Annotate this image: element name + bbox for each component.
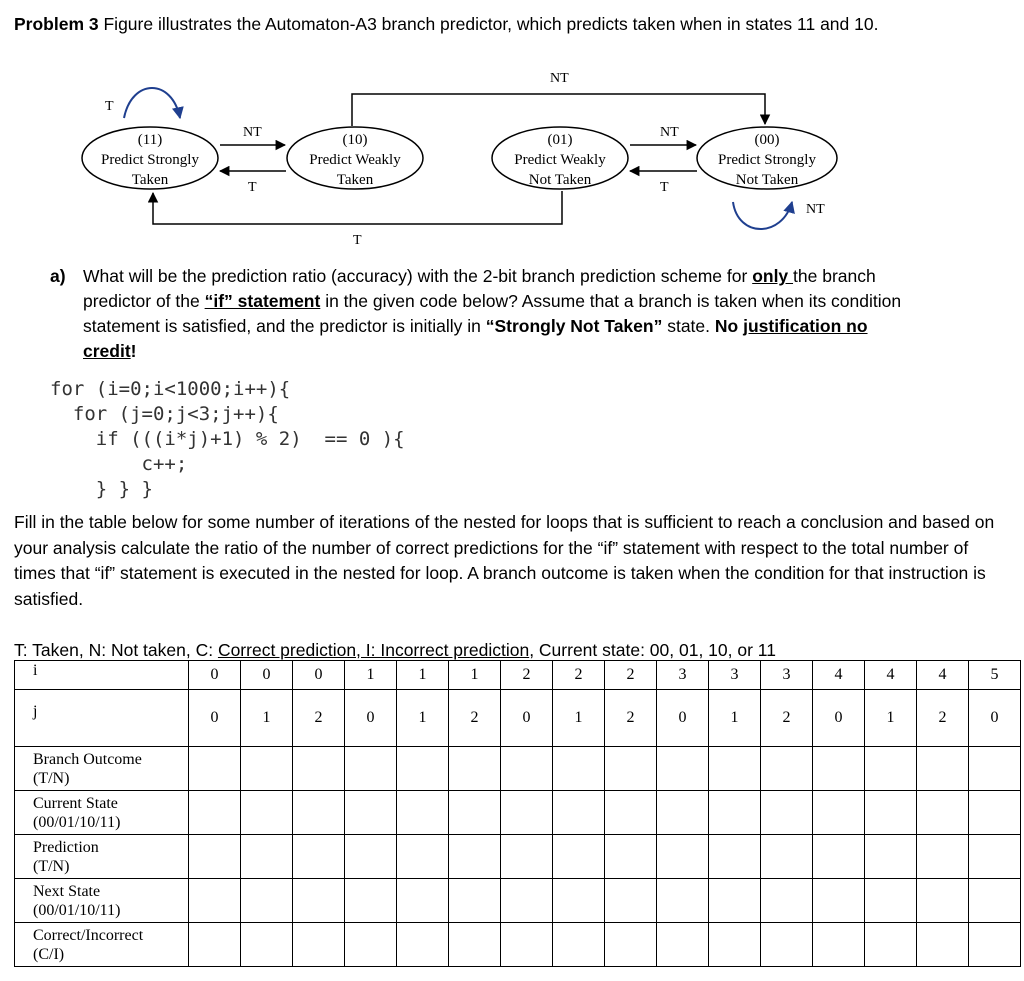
j-value-cell: 1 <box>397 690 449 747</box>
answer-cell[interactable] <box>709 835 761 879</box>
answer-cell[interactable] <box>709 923 761 967</box>
answer-cell[interactable] <box>553 879 605 923</box>
qa-state-name: “Strongly Not Taken” <box>485 316 663 336</box>
answer-cell[interactable] <box>189 747 241 791</box>
state-diagram <box>0 60 1024 260</box>
answer-cell[interactable] <box>865 879 917 923</box>
problem-statement <box>14 12 1014 36</box>
label-nt-top: NT <box>550 71 569 86</box>
answer-cell[interactable] <box>761 879 813 923</box>
answer-cell[interactable] <box>449 879 501 923</box>
legend-post: , Current state: 00, 01, 10, or 11 <box>529 640 776 660</box>
qa-if-stmt: “if” statement <box>204 291 321 311</box>
qa-part2: the branch predictor of the <box>83 266 876 311</box>
j-value-cell: 2 <box>761 690 813 747</box>
row-label <box>15 835 189 879</box>
qa-no-credit-pre: No <box>714 316 744 336</box>
state-11 <box>82 127 218 189</box>
table-row <box>15 747 1021 791</box>
table-row <box>15 835 1021 879</box>
answer-cell[interactable] <box>241 923 293 967</box>
answer-cell[interactable] <box>345 791 397 835</box>
answer-cell[interactable] <box>293 747 345 791</box>
code-line-2: for (j=0;j<3;j++){ <box>50 403 279 425</box>
code-block <box>50 377 405 502</box>
answer-cell[interactable] <box>397 791 449 835</box>
answer-cell[interactable] <box>501 835 553 879</box>
answer-cell[interactable] <box>709 791 761 835</box>
row-label-line1: Prediction <box>33 838 99 856</box>
j-value-cell: 2 <box>917 690 969 747</box>
answer-cell[interactable] <box>397 747 449 791</box>
i-value-cell: 2 <box>553 661 605 690</box>
answer-cell[interactable] <box>865 747 917 791</box>
answer-cell[interactable] <box>189 923 241 967</box>
state-01-line1: Predict Weakly <box>514 152 606 168</box>
i-value-cell: 0 <box>241 661 293 690</box>
code-line-4: c++; <box>50 453 188 475</box>
answer-cell[interactable] <box>865 791 917 835</box>
j-value-cell: 1 <box>865 690 917 747</box>
state-00-line1: Predict Strongly <box>718 152 816 168</box>
i-value-cell: 0 <box>189 661 241 690</box>
j-value-cell: 2 <box>449 690 501 747</box>
table-row-j <box>15 690 1021 747</box>
answer-cell[interactable] <box>969 791 1021 835</box>
j-value-cell: 2 <box>605 690 657 747</box>
answer-cell[interactable] <box>553 923 605 967</box>
prediction-table <box>14 660 1021 967</box>
i-value-cell: 1 <box>345 661 397 690</box>
label-t-self: T <box>105 99 114 114</box>
answer-cell[interactable] <box>553 791 605 835</box>
state-00-line2: Not Taken <box>735 172 799 188</box>
answer-cell[interactable] <box>969 879 1021 923</box>
state-10-line1: Predict Weakly <box>309 152 401 168</box>
table-row <box>15 879 1021 923</box>
answer-cell[interactable] <box>761 923 813 967</box>
answer-cell[interactable] <box>241 791 293 835</box>
label-nt-11-10: NT <box>243 125 262 140</box>
table-row <box>15 923 1021 967</box>
qa-only: only <box>752 266 794 286</box>
i-value-cell: 0 <box>293 661 345 690</box>
answer-cell[interactable] <box>865 923 917 967</box>
state-10-code: (10) <box>342 132 368 148</box>
answer-cell[interactable] <box>969 923 1021 967</box>
row-label-j: j <box>15 690 189 747</box>
j-value-cell: 0 <box>813 690 865 747</box>
row-label <box>15 879 189 923</box>
j-value-cell: 2 <box>293 690 345 747</box>
j-value-cell: 0 <box>345 690 397 747</box>
qa-part1: What will be the prediction ratio (accuracy) with the 2-bit branch prediction scheme for <box>83 266 753 286</box>
code-line-3: if (((i*j)+1) % 2) == 0 ){ <box>50 428 405 450</box>
label-t-bottom: T <box>353 233 362 248</box>
self-loop-not-taken-arrow <box>733 202 792 229</box>
qa-part3: in the given code below? Assume that a branch is taken when its condition statement is satisfied, and the predictor is initially in <box>83 291 902 336</box>
state-01 <box>492 127 628 189</box>
j-value-cell: 0 <box>657 690 709 747</box>
answer-cell[interactable] <box>189 791 241 835</box>
table-row-i <box>15 661 1021 690</box>
answer-cell[interactable] <box>345 747 397 791</box>
row-label-line1: Current State <box>33 794 118 812</box>
answer-cell[interactable] <box>449 791 501 835</box>
j-value-cell: 0 <box>501 690 553 747</box>
legend-pre: T: Taken, N: Not taken, C: <box>14 640 218 660</box>
state-10-line2: Taken <box>336 172 374 188</box>
i-value-cell: 5 <box>969 661 1021 690</box>
answer-cell[interactable] <box>605 791 657 835</box>
answer-cell[interactable] <box>189 879 241 923</box>
answer-cell[interactable] <box>969 747 1021 791</box>
state-11-line2: Taken <box>131 172 169 188</box>
answer-cell[interactable] <box>189 835 241 879</box>
answer-cell[interactable] <box>553 747 605 791</box>
i-value-cell: 2 <box>605 661 657 690</box>
row-label-line1: Branch Outcome <box>33 750 142 768</box>
answer-cell[interactable] <box>241 835 293 879</box>
answer-cell[interactable] <box>501 791 553 835</box>
problem-text: Figure illustrates the Automaton-A3 branch predictor, which predicts taken when in states 11 and 10. <box>98 14 879 34</box>
state-11-code: (11) <box>137 132 163 148</box>
answer-cell[interactable] <box>605 879 657 923</box>
answer-cell[interactable] <box>293 879 345 923</box>
j-value-cell: 1 <box>553 690 605 747</box>
code-line-5: } } } <box>50 478 153 500</box>
table-row <box>15 791 1021 835</box>
i-value-cell: 3 <box>657 661 709 690</box>
answer-cell[interactable] <box>813 747 865 791</box>
table-legend <box>14 638 776 662</box>
row-label <box>15 747 189 791</box>
answer-cell[interactable] <box>917 791 969 835</box>
arrow-10-to-00 <box>352 94 765 126</box>
state-01-code: (01) <box>547 132 573 148</box>
answer-cell[interactable] <box>761 835 813 879</box>
i-value-cell: 4 <box>917 661 969 690</box>
answer-cell[interactable] <box>345 835 397 879</box>
i-value-cell: 4 <box>865 661 917 690</box>
row-label-line2: (T/N) <box>33 769 70 787</box>
answer-cell[interactable] <box>345 879 397 923</box>
fill-instructions: Fill in the table below for some number of iterations of the nested for loops that is sufficient to reach a conclusion and based on your analysis calculate the ratio of the number of correct predictions for the “if” statement with respect to the total number of times that “if” statement is executed in the nested for loop. A branch outcome is taken when the condition for that instruction is satisfied. <box>14 512 995 609</box>
answer-cell[interactable] <box>813 791 865 835</box>
answer-cell[interactable] <box>761 791 813 835</box>
answer-cell[interactable] <box>657 791 709 835</box>
state-00-code: (00) <box>754 132 780 148</box>
row-label <box>15 791 189 835</box>
answer-cell[interactable] <box>657 923 709 967</box>
answer-cell[interactable] <box>501 923 553 967</box>
i-value-cell: 1 <box>397 661 449 690</box>
answer-cell[interactable] <box>449 747 501 791</box>
i-value-cell: 4 <box>813 661 865 690</box>
answer-cell[interactable] <box>553 835 605 879</box>
row-label-line2: (T/N) <box>33 857 70 875</box>
answer-cell[interactable] <box>969 835 1021 879</box>
state-11-line1: Predict Strongly <box>101 152 199 168</box>
answer-cell[interactable] <box>345 923 397 967</box>
label-t-00-01: T <box>660 180 669 195</box>
i-value-cell: 3 <box>761 661 813 690</box>
label-nt-self: NT <box>806 202 825 217</box>
answer-cell[interactable] <box>397 879 449 923</box>
row-label-line1: Next State <box>33 882 101 900</box>
question-a-text <box>83 264 920 364</box>
state-10 <box>287 127 423 189</box>
arrow-01-to-11 <box>153 191 562 224</box>
label-nt-01-00: NT <box>660 125 679 140</box>
answer-cell[interactable] <box>293 923 345 967</box>
qa-part4: state. <box>662 316 715 336</box>
row-label-i: i <box>15 661 189 690</box>
i-value-cell: 2 <box>501 661 553 690</box>
answer-cell[interactable] <box>501 747 553 791</box>
self-loop-taken-arrow <box>124 88 180 118</box>
answer-cell[interactable] <box>397 835 449 879</box>
answer-cell[interactable] <box>293 835 345 879</box>
j-value-cell: 1 <box>709 690 761 747</box>
answer-cell[interactable] <box>917 879 969 923</box>
row-label-line2: (00/01/10/11) <box>33 901 121 919</box>
row-label-line2: (00/01/10/11) <box>33 813 121 831</box>
qa-no-credit-ul: justification no credit <box>83 316 868 361</box>
answer-cell[interactable] <box>813 879 865 923</box>
answer-cell[interactable] <box>605 747 657 791</box>
answer-cell[interactable] <box>917 747 969 791</box>
answer-cell[interactable] <box>241 747 293 791</box>
answer-cell[interactable] <box>709 879 761 923</box>
i-value-cell: 3 <box>709 661 761 690</box>
answer-cell[interactable] <box>865 835 917 879</box>
answer-cell[interactable] <box>917 923 969 967</box>
question-a-label: a) <box>50 266 66 286</box>
answer-cell[interactable] <box>605 923 657 967</box>
answer-cell[interactable] <box>449 923 501 967</box>
answer-cell[interactable] <box>657 879 709 923</box>
state-01-line2: Not Taken <box>528 172 592 188</box>
row-label-line2: (C/I) <box>33 945 65 963</box>
answer-cell[interactable] <box>605 835 657 879</box>
row-label-line1: Correct/Incorrect <box>33 926 144 944</box>
code-line-1: for (i=0;i<1000;i++){ <box>50 378 291 400</box>
label-t-10-11: T <box>248 180 257 195</box>
j-value-cell: 0 <box>189 690 241 747</box>
state-00 <box>697 127 837 189</box>
answer-cell[interactable] <box>813 835 865 879</box>
answer-cell[interactable] <box>761 747 813 791</box>
answer-cell[interactable] <box>917 835 969 879</box>
answer-cell[interactable] <box>657 835 709 879</box>
answer-cell[interactable] <box>813 923 865 967</box>
answer-cell[interactable] <box>241 879 293 923</box>
answer-cell[interactable] <box>657 747 709 791</box>
answer-cell[interactable] <box>709 747 761 791</box>
answer-cell[interactable] <box>449 835 501 879</box>
row-label <box>15 923 189 967</box>
legend-underlined: Correct prediction, I: Incorrect prediction <box>217 640 530 660</box>
i-value-cell: 1 <box>449 661 501 690</box>
answer-cell[interactable] <box>501 879 553 923</box>
problem-label: Problem 3 <box>14 14 99 34</box>
qa-no-credit-post: ! <box>130 341 137 361</box>
j-value-cell: 0 <box>969 690 1021 747</box>
answer-cell[interactable] <box>293 791 345 835</box>
question-a <box>50 264 920 364</box>
answer-cell[interactable] <box>397 923 449 967</box>
j-value-cell: 1 <box>241 690 293 747</box>
